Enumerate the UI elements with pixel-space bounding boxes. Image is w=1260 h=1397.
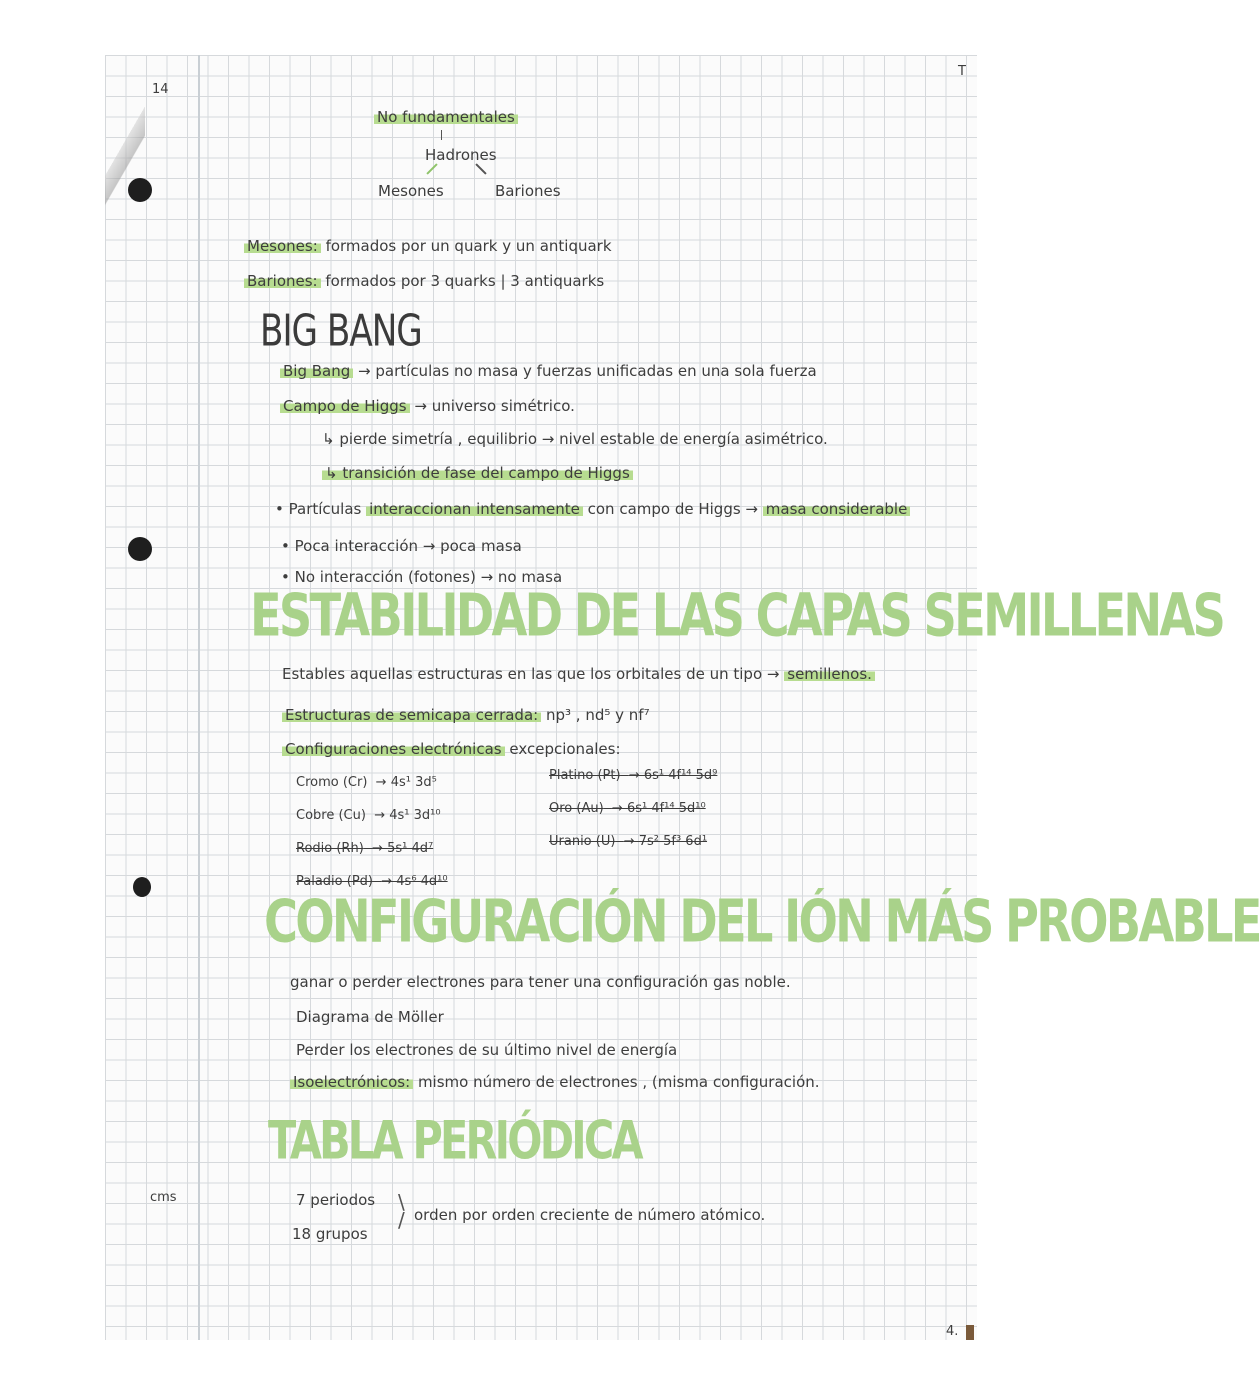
bullet-interaction-low: • Poca interacción → poca masa — [281, 537, 522, 555]
isoelectronicos-hl: Isoelectrónicos: — [290, 1073, 413, 1091]
corner-right-mark: T — [958, 64, 966, 79]
config-rodio — [296, 841, 433, 856]
binder-hole — [128, 537, 152, 561]
paladio-config: → 4s⁶ 4d¹⁰ — [381, 874, 448, 889]
tree-connector — [441, 130, 442, 140]
big-bang-line1 — [280, 362, 817, 380]
platino-config: → 6s¹ 4f¹⁴ 5d⁹ — [628, 768, 718, 783]
bullet1-d: masa considerable — [763, 500, 911, 518]
transition-line — [322, 464, 633, 482]
corner-left-mark: 14 — [152, 82, 169, 97]
cobre-name: Cobre (Cu) — [296, 808, 366, 823]
cromo-name: Cromo (Cr) — [296, 775, 368, 790]
excepcionales-text: excepcionales: — [509, 740, 621, 758]
perder-electrones-line: Perder los electrones de su último nivel de energía — [296, 1041, 678, 1059]
page-number: 4. — [946, 1324, 959, 1339]
mesones-term: Mesones: — [244, 237, 321, 255]
configuracion-title: CONFIGURACIÓN DEL IÓN MÁS PROBABLE — [264, 888, 1260, 957]
tree-top: No fundamentales — [374, 108, 518, 126]
platino-name: Platino (Pt) — [549, 768, 621, 783]
config-cobre — [296, 808, 441, 823]
bullet1-a: Partículas — [288, 500, 362, 518]
cobre-config: → 4s¹ 3d¹⁰ — [374, 808, 441, 823]
paladio-name: Paladio (Pd) — [296, 874, 373, 889]
bariones-term: Bariones: — [244, 272, 321, 290]
semicapa-line — [282, 706, 650, 724]
estabilidad-title: ESTABILIDAD DE LAS CAPAS SEMILLENAS — [250, 582, 1224, 651]
mesones-line — [244, 237, 612, 255]
excepcionales-line — [282, 740, 621, 758]
higgs-line — [280, 397, 575, 415]
tree-mid: Hadrones — [425, 146, 497, 164]
big-bang-line1-text: → partículas no masa y fuerzas unificadas en una sola fuerza — [358, 362, 817, 380]
brace-bottom: / — [398, 1208, 405, 1232]
margin-note: cms — [150, 1190, 177, 1205]
estables-line — [282, 665, 875, 683]
config-uranio — [549, 834, 707, 849]
tabla-grupos: 18 grupos — [292, 1225, 368, 1243]
tabla-orden-text: orden por orden creciente de número atómico. — [414, 1206, 766, 1224]
higgs-term: Campo de Higgs — [280, 397, 410, 415]
semicapa-hl: Estructuras de semicapa cerrada: — [282, 706, 541, 724]
oro-name: Oro (Au) — [549, 801, 604, 816]
higgs-text: → universo simétrico. — [414, 397, 575, 415]
config-cromo — [296, 775, 437, 790]
bullet3-text: No interacción (fotones) → no masa — [294, 568, 563, 586]
page-tab-mark — [966, 1325, 974, 1340]
oro-config: → 6s¹ 4f¹⁴ 5d¹⁰ — [611, 801, 706, 816]
pen-decoration — [105, 100, 145, 220]
diagrama-moller-line: Diagrama de Möller — [296, 1008, 444, 1026]
binder-hole — [128, 178, 152, 202]
config-paladio — [296, 874, 448, 889]
config-platino — [549, 768, 717, 783]
mesones-text: formados por un quark y un antiquark — [325, 237, 612, 255]
bullet1-b: interaccionan intensamente — [366, 500, 583, 518]
configuraciones-hl: Configuraciones electrónicas — [282, 740, 505, 758]
semillenos-hl: semillenos. — [784, 665, 875, 683]
isoelectronicos-text: mismo número de electrones , (misma configuración. — [417, 1073, 820, 1091]
transition-text: ↳ transición de fase del campo de Higgs — [322, 464, 633, 482]
symmetry-line: ↳ pierde simetría , equilibrio → nivel estable de energía asimétrico. — [322, 430, 828, 448]
rodio-config: → 5s¹ 4d⁷ — [372, 841, 434, 856]
margin-line — [198, 55, 200, 1340]
tree-left: Mesones — [378, 182, 444, 200]
uranio-name: Uranio (U) — [549, 834, 616, 849]
tabla-periodos: 7 periodos — [296, 1191, 376, 1209]
uranio-config: → 7s² 5f³ 6d¹ — [623, 834, 708, 849]
isoelectronicos-line — [290, 1073, 820, 1091]
estables-text: Estables aquellas estructuras en las que los orbitales de un tipo → — [282, 665, 780, 683]
tree-right: Bariones — [495, 182, 561, 200]
cromo-config: → 4s¹ 3d⁵ — [375, 775, 437, 790]
bullet-no-interaction: • No interacción (fotones) → no masa — [281, 568, 563, 586]
bullet1-c: con campo de Higgs → — [587, 500, 759, 518]
bariones-text: formados por 3 quarks | 3 antiquarks — [325, 272, 605, 290]
big-bang-term: Big Bang — [280, 362, 353, 380]
bullet-interaction-strong: • Partículas interaccionan intensamente con campo de Higgs → masa considerable — [275, 500, 910, 518]
big-bang-title: BIG BANG — [260, 305, 422, 356]
config-oro — [549, 801, 706, 816]
semicapa-text: np³ , nd⁵ y nf⁷ — [545, 706, 650, 724]
ganar-perder-line: ganar o perder electrones para tener una configuración gas noble. — [290, 973, 791, 991]
binder-hole — [133, 877, 151, 897]
brace-top: \ — [398, 1190, 405, 1214]
bariones-line — [244, 272, 604, 290]
tabla-title: TABLA PERIÓDICA — [268, 1110, 641, 1171]
rodio-name: Rodio (Rh) — [296, 841, 364, 856]
bullet2-text: Poca interacción → poca masa — [294, 537, 522, 555]
